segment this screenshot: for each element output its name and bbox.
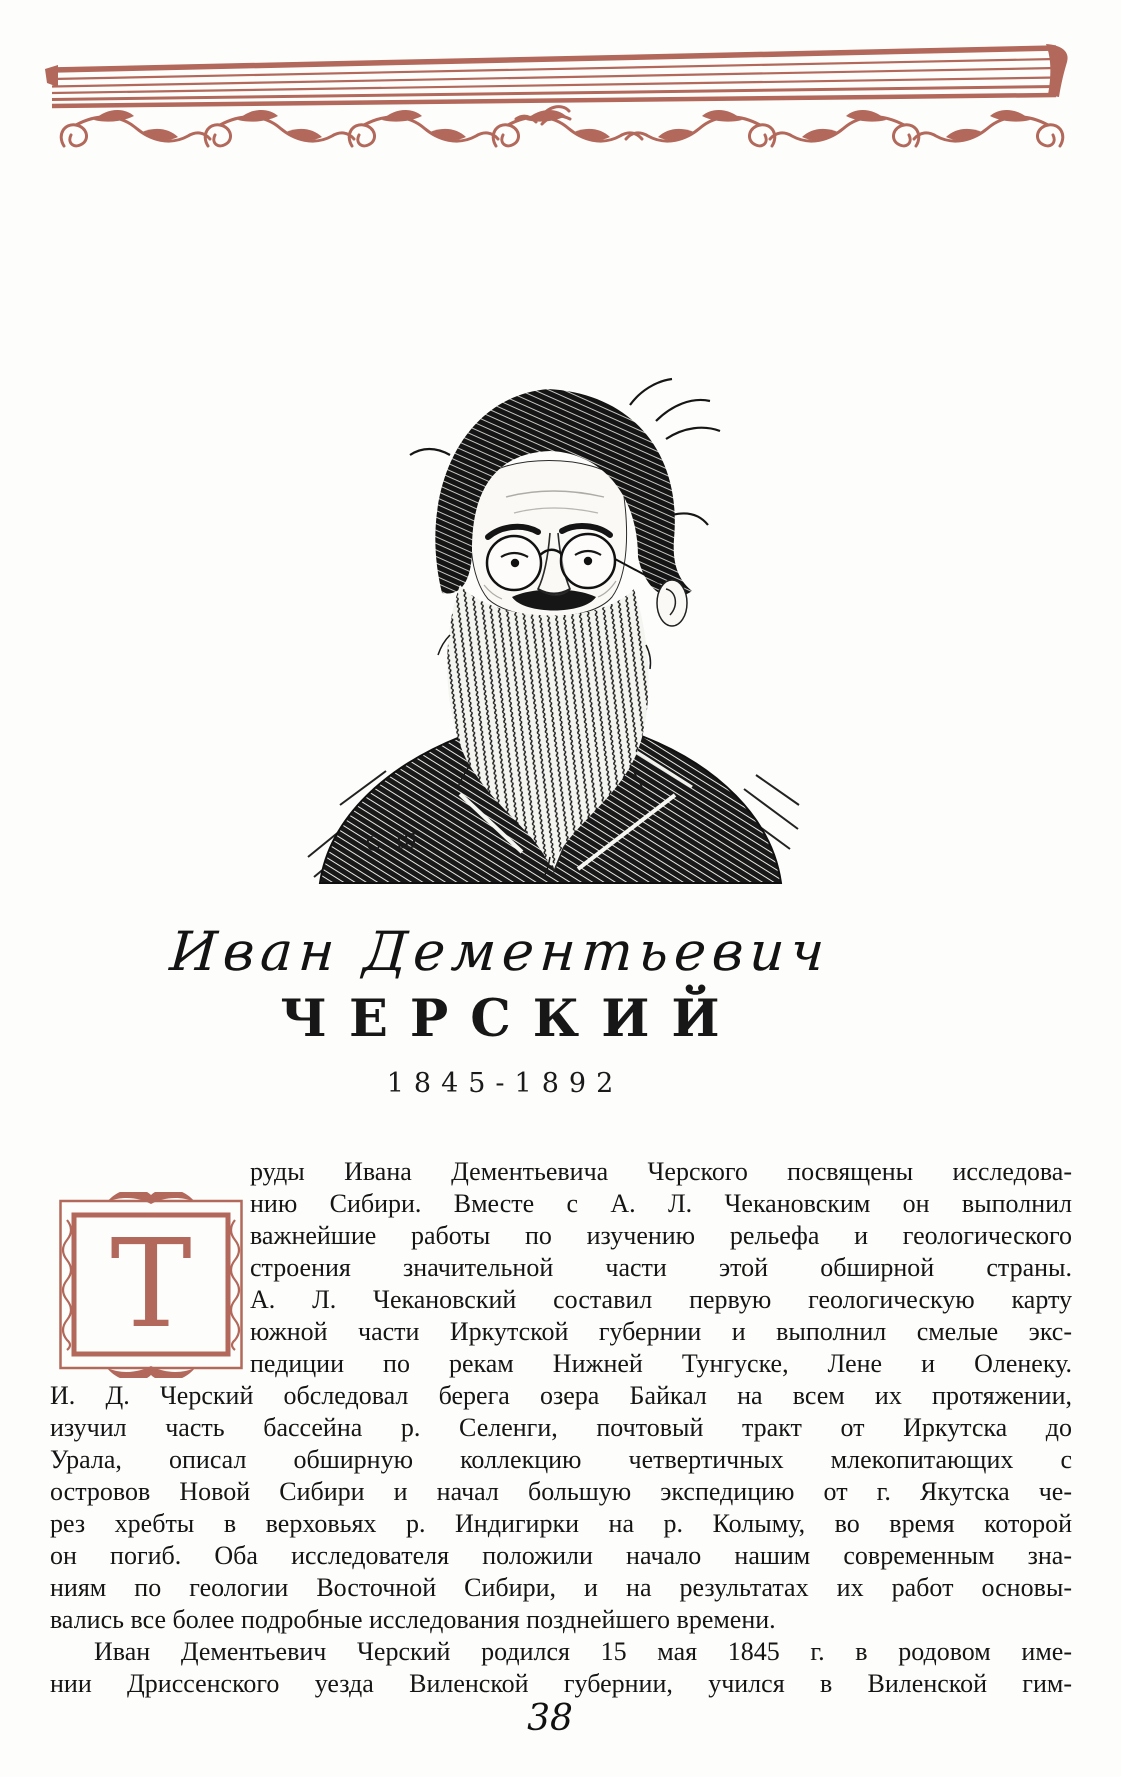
text-line: нии Дриссенского уезда Виленской губернии, учился в Виленской гим- [50, 1669, 1072, 1698]
text-line: вались все более подробные исследования позднейшего времени. [50, 1605, 776, 1634]
text-line: островов Новой Сибири и начал большую экспедицию от г. Якутска че- [50, 1477, 1072, 1506]
paragraph-1-beside-dropcap [50, 1156, 1072, 1380]
paragraph-1-full-width [50, 1380, 1072, 1636]
title-block [0, 920, 1000, 1100]
text-line: он погиб. Оба исследователя положили начало нашим современным зна- [50, 1541, 1072, 1570]
text-line: ниям по геологии Восточной Сибири, и на результатах их работ основы- [50, 1573, 1072, 1602]
text-line: педиции по рекам Нижней Тунгуске, Лене и Оленеку. [250, 1349, 1072, 1378]
person-name-script: Иван Дементьевич [167, 920, 833, 983]
text-line: А. Л. Чекановский составил первую геологическую карту [250, 1285, 1072, 1314]
page-number: 38 [527, 1698, 573, 1739]
ear [657, 580, 687, 626]
acanthus-scroll-ornament [61, 107, 1063, 146]
header-ornament [0, 0, 1121, 175]
text-line: южной части Иркутской губернии и выполнил смелые экс- [250, 1317, 1072, 1346]
text-line: изучил часть бассейна р. Селенги, почтовый тракт от Иркутска до [50, 1413, 1072, 1442]
paragraph-2 [50, 1636, 1072, 1700]
text-line: рез хребты в верховьях р. Индигирки на р. Колыму, во время которой [50, 1509, 1072, 1538]
text-line: важнейшие работы по изучению рельефа и геологического [250, 1221, 1072, 1250]
center-bow-ornament [516, 107, 570, 124]
text-line: нию Сибири. Вместе с А. Л. Чекановским он выполнил [250, 1189, 1072, 1218]
text-line: строения значительной части этой обширной страны. [250, 1253, 1072, 1282]
text-line: Иван Дементьевич Черский родился 15 мая 1845 г. в родовом име- [94, 1637, 1072, 1666]
drop-cap-letter: Т [110, 1213, 192, 1355]
text-line: руды Ивана Дементьевича Черского посвящены исследова- [250, 1157, 1072, 1186]
artist-signature: С.Ш. [364, 827, 434, 856]
ruled-ribbon-ornament [45, 44, 1068, 106]
person-surname: ЧЕРСКИЙ [280, 989, 742, 1049]
portrait-engraving [300, 335, 800, 885]
article-text [50, 1156, 1072, 1700]
life-years: 1845-1892 [386, 1068, 624, 1099]
text-line: И. Д. Черский обследовал берега озера Байкал на всем их протяжении, [50, 1381, 1072, 1410]
text-line: Урала, описал обширную коллекцию четвертичных млекопитающих с [50, 1445, 1072, 1474]
